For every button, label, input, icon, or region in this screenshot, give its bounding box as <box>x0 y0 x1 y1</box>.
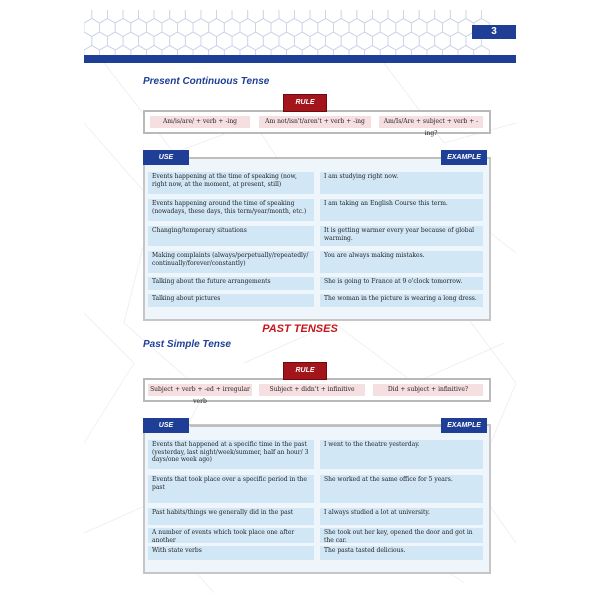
hexagon-shape <box>92 10 108 23</box>
table-row-example: The woman in the picture is wearing a long dress. <box>320 294 483 307</box>
present-continuous-rule-box <box>143 110 491 137</box>
present-continuous-use-header: USE <box>143 150 189 165</box>
hexagon-shape <box>232 10 248 23</box>
hexagon-shape <box>294 10 310 23</box>
present-continuous-table <box>143 157 491 321</box>
hexagon-shape <box>139 10 155 23</box>
rule-question: Did + subject + infinitive? <box>373 384 483 396</box>
header-divider <box>190 425 446 427</box>
table-row-use: Events happening at the time of speaking (now, right now, at the moment, at present, still) <box>148 172 314 194</box>
hexagon-shape <box>248 10 264 23</box>
hexagon-shape <box>279 10 295 23</box>
hexagon-shape <box>404 10 420 23</box>
rule-affirmative: Am/is/are/ + verb + -ing <box>150 116 250 128</box>
page-number: 3 <box>472 25 516 39</box>
header-divider <box>190 157 446 159</box>
past-simple-rule-tag: RULE <box>283 362 327 380</box>
table-row-use: A number of events which took place one after another <box>148 528 314 543</box>
table-row-example: It is getting warmer every year because of global warming. <box>320 226 483 246</box>
hexagon-shape <box>107 10 123 23</box>
header-bar <box>84 55 516 63</box>
hexagon-shape <box>170 10 186 23</box>
hexagon-shape <box>388 10 404 23</box>
rule-negative: Subject + didn't + infinitive <box>259 384 365 396</box>
table-row-use: Events that happened at a specific time in the past (yesterday, last night/week/summer, half an hour/ 3 days/one week ago) <box>148 440 314 469</box>
past-simple-use-header: USE <box>143 418 189 433</box>
rule-affirmative: Subject + verb + -ed + irregular verb <box>148 384 252 396</box>
past-simple-table <box>143 424 491 574</box>
hexagon-shape <box>123 10 139 23</box>
hexagon-shape <box>310 10 326 23</box>
hexagon-shape <box>419 10 435 23</box>
hexagon-shape <box>326 10 342 23</box>
past-simple-rule-box <box>143 378 491 405</box>
present-continuous-rule-tag: RULE <box>283 94 327 112</box>
table-row-example: The pasta tasted delicious. <box>320 546 483 560</box>
hexagon-shape <box>185 10 201 23</box>
table-row-example: I went to the theatre yesterday. <box>320 440 483 469</box>
table-row-example: I always studied a lot at university. <box>320 508 483 525</box>
hexagon-shape <box>154 10 170 23</box>
table-row-example: She took out her key, opened the door and got in the car. <box>320 528 483 543</box>
table-row-example: She worked at the same office for 5 years. <box>320 475 483 503</box>
past-tenses-title: PAST TENSES <box>262 323 338 335</box>
table-row-example: She is going to France at 9 o'clock tomorrow. <box>320 277 483 290</box>
table-row-use: Events happening around the time of speaking (nowadays, these days, this term/year/month, etc.) <box>148 199 314 221</box>
hexagon-shape <box>435 10 451 23</box>
table-row-example: You are always making mistakes. <box>320 251 483 273</box>
table-row-use: Talking about the future arrangements <box>148 277 314 290</box>
hexagon-shape <box>466 10 482 23</box>
present-continuous-title: Present Continuous Tense <box>143 76 270 87</box>
rule-negative: Am not/isn't/aren't + verb + -ing <box>259 116 371 128</box>
table-row-use: Events that took place over a specific period in the past <box>148 475 314 503</box>
table-row-example: I am taking an English Course this term. <box>320 199 483 221</box>
hexagon-shape <box>201 10 217 23</box>
past-simple-example-header: EXAMPLE <box>441 418 487 433</box>
hexagon-shape <box>450 10 466 23</box>
past-simple-title: Past Simple Tense <box>143 339 231 350</box>
hexagon-pattern-band <box>84 10 516 57</box>
hexagon-shape <box>263 10 279 23</box>
hexagon-shape <box>217 10 233 23</box>
table-row-example: I am studying right now. <box>320 172 483 194</box>
hexagon-shape <box>372 10 388 23</box>
rule-question: Am/Is/Are + subject + verb + -ing? <box>379 116 483 128</box>
table-row-use: Talking about pictures <box>148 294 314 307</box>
table-row-use: Past habits/things we generally did in the past <box>148 508 314 525</box>
hexagon-shape <box>357 10 373 23</box>
table-row-use: Making complaints (always/perpetually/repeatedly/ continually/forever/constantly) <box>148 251 314 273</box>
present-continuous-example-header: EXAMPLE <box>441 150 487 165</box>
hexagon-shape <box>341 10 357 23</box>
table-row-use: Changing/temporary situations <box>148 226 314 246</box>
table-row-use: With state verbs <box>148 546 314 560</box>
